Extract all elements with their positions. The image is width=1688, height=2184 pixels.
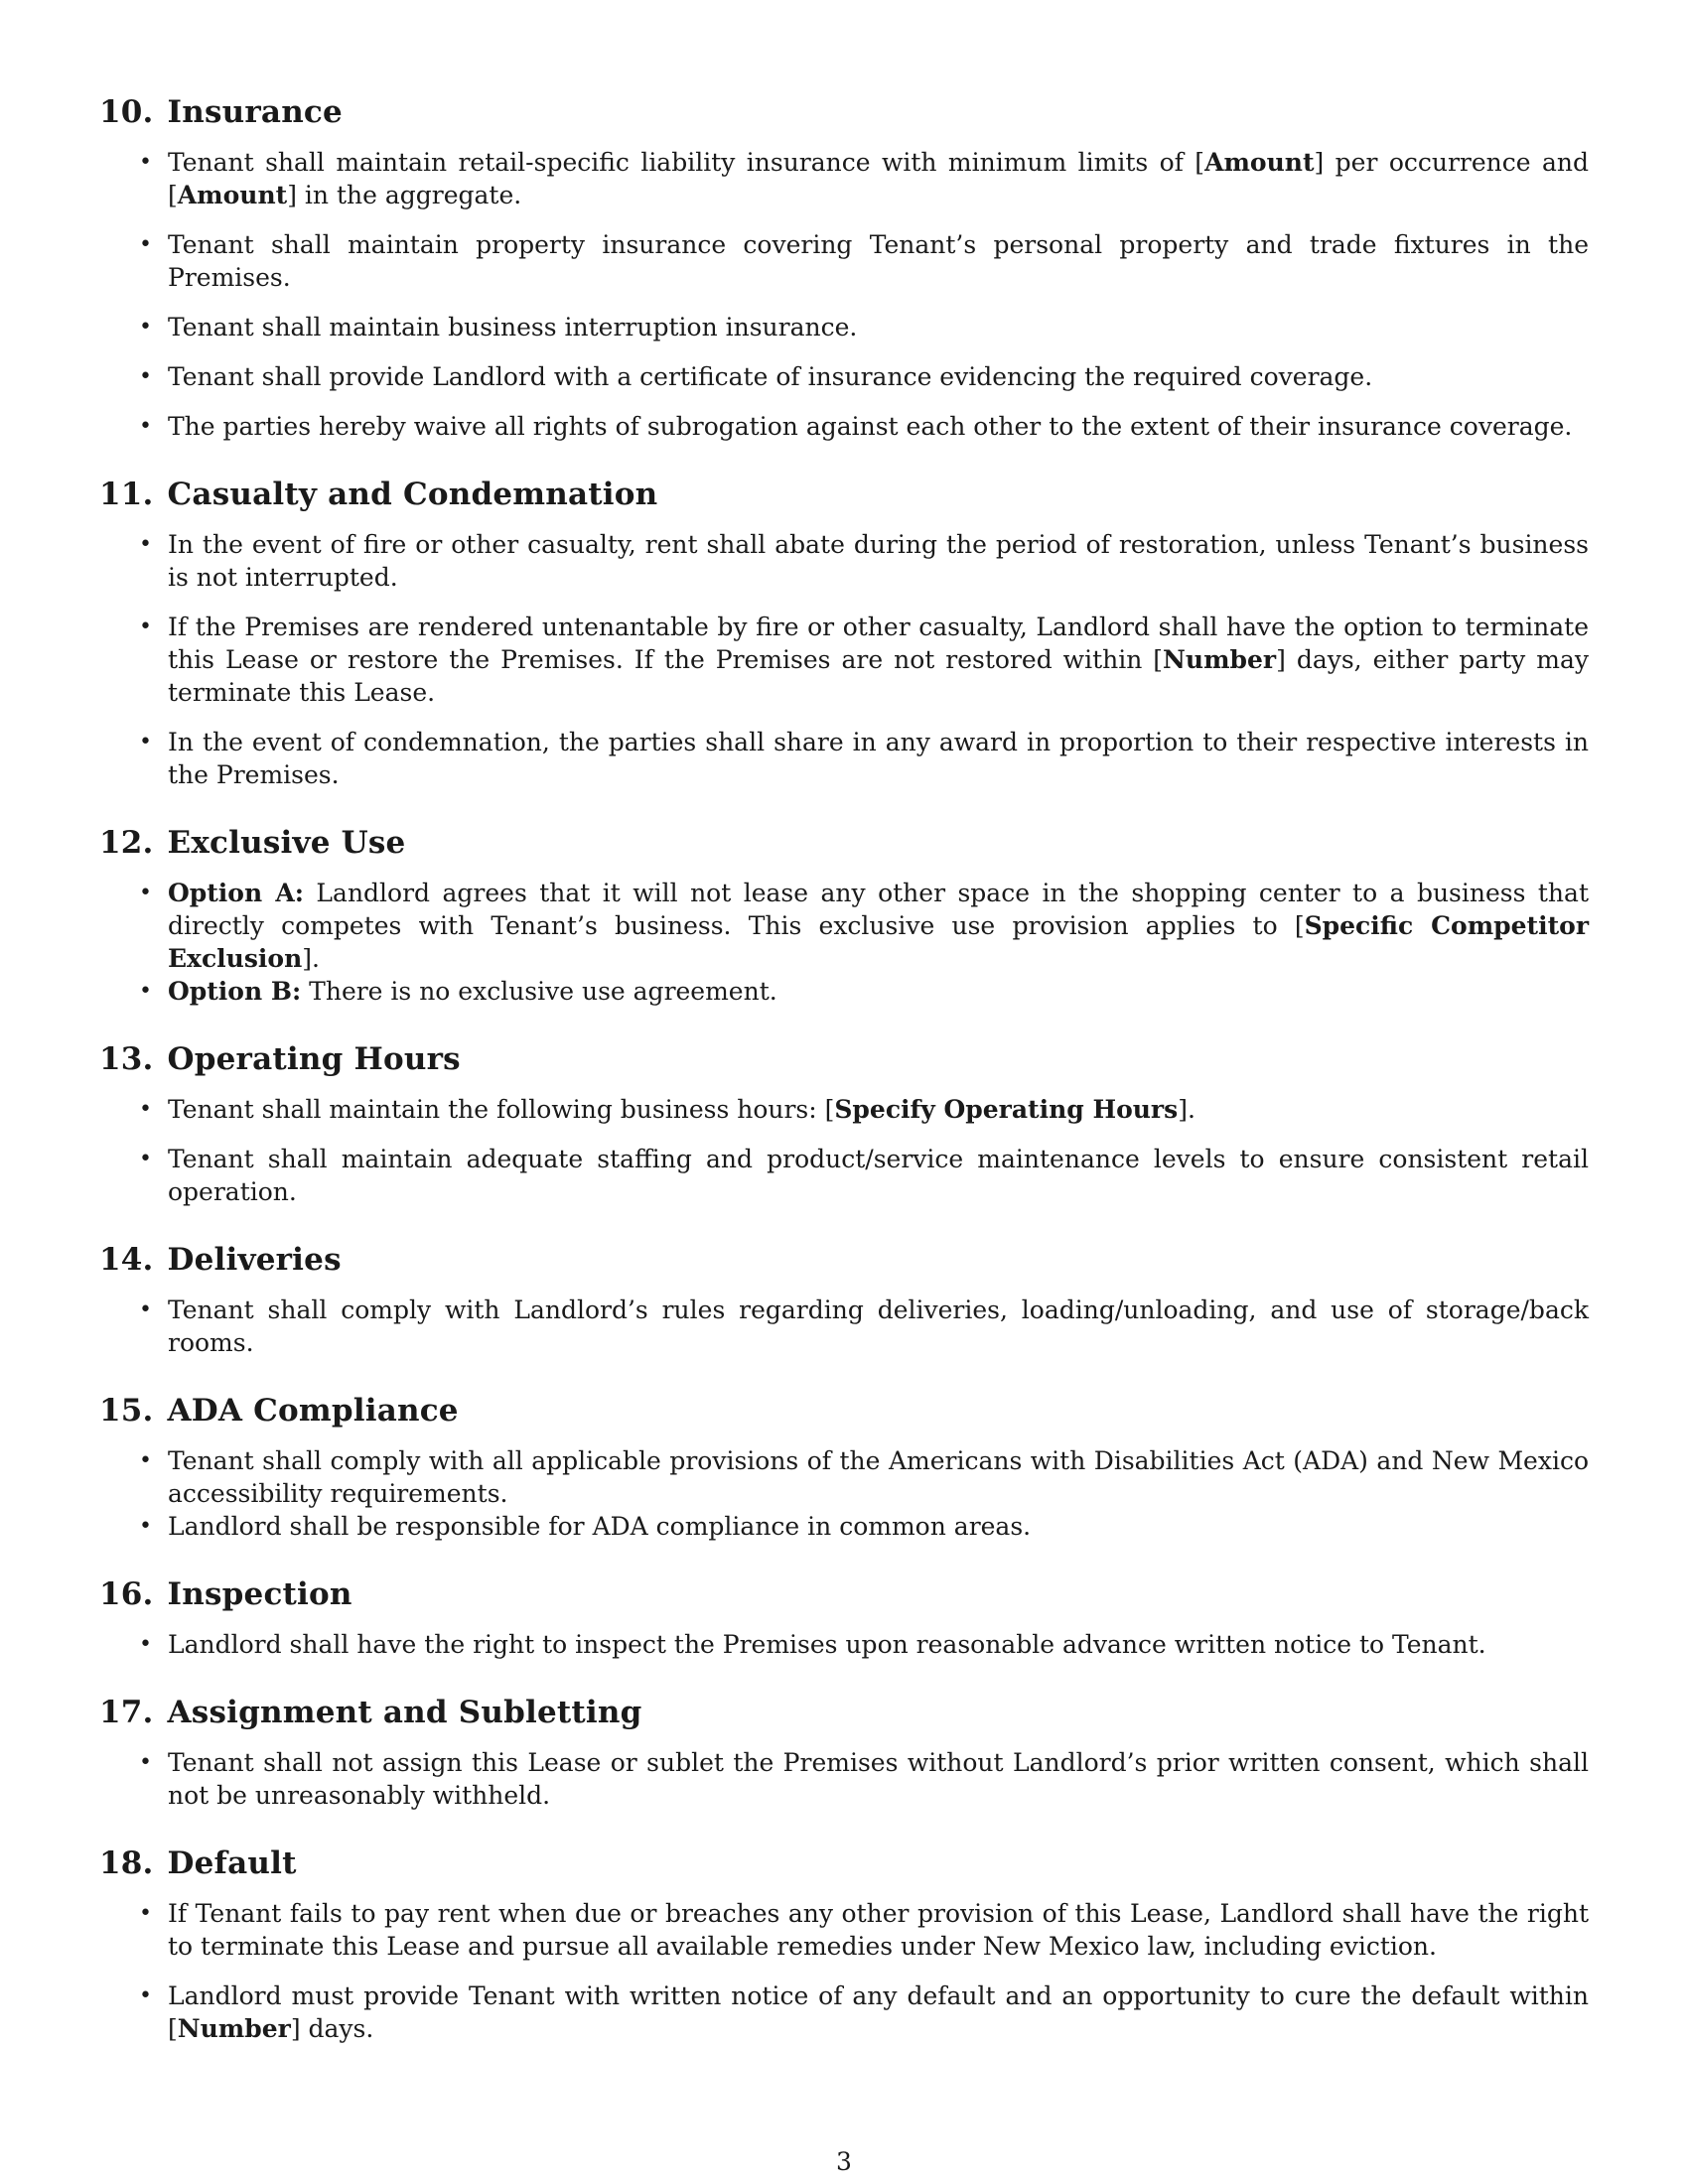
bullet-list — [99, 1093, 1589, 1208]
section-title: Insurance — [167, 94, 343, 130]
text: If the Premises are rendered untenantable by fire or other casualty, Landlord shall have the option to terminate this Lease or restore the Premises. If the Premises are not restored within [ — [168, 613, 1589, 674]
list-item — [99, 1628, 1589, 1661]
list-item — [99, 1979, 1589, 2045]
text: Tenant shall maintain retail-specific liability insurance with minimum limits of [ — [168, 148, 1205, 177]
section-number: 14. — [99, 1242, 154, 1278]
section-heading — [99, 1393, 1589, 1429]
bullet-list — [99, 1628, 1589, 1661]
text: ] in the aggregate. — [287, 181, 522, 209]
bold-text: Option A: — [168, 879, 304, 907]
list-item — [99, 1093, 1589, 1126]
text: ]. — [1178, 1095, 1196, 1124]
section-14 — [99, 1242, 1589, 1359]
bullet-list — [99, 877, 1589, 1008]
bullet-icon: • — [139, 730, 152, 754]
section-number: 10. — [99, 94, 154, 130]
bold-text: Amount — [177, 181, 288, 209]
text: Landlord must provide Tenant with written notice of any default and an opportunity to cure the default within [ — [168, 1981, 1589, 2043]
list-item — [99, 410, 1589, 443]
bullet-icon: • — [139, 1147, 152, 1171]
section-title: ADA Compliance — [167, 1393, 459, 1429]
text: Tenant shall maintain adequate staffing and product/service maintenance levels to ensure consistent retail operation. — [168, 1145, 1589, 1206]
text: ]. — [302, 944, 320, 973]
text: Landlord shall have the right to inspect the Premises upon reasonable advance written notice to Tenant. — [168, 1630, 1486, 1659]
section-title: Casualty and Condemnation — [167, 477, 658, 512]
section-16 — [99, 1576, 1589, 1661]
bullet-icon: • — [139, 232, 152, 257]
section-12 — [99, 825, 1589, 1008]
bullet-icon: • — [139, 614, 152, 639]
bold-text: Specify Operating Hours — [834, 1095, 1179, 1124]
section-heading — [99, 1695, 1589, 1730]
text: Landlord shall be responsible for ADA compliance in common areas. — [168, 1512, 1032, 1541]
list-item — [99, 311, 1589, 343]
section-18 — [99, 1845, 1589, 2045]
bullet-icon: • — [139, 1632, 152, 1657]
bullet-icon: • — [139, 979, 152, 1004]
text: Tenant shall comply with all applicable provisions of the Americans with Disabilities Act (ADA) and New Mexico accessibility requirements. — [168, 1446, 1589, 1508]
section-heading — [99, 1845, 1589, 1881]
bullet-icon: • — [139, 315, 152, 340]
section-number: 17. — [99, 1695, 154, 1730]
section-title: Inspection — [167, 1576, 352, 1612]
bold-text: Number — [1163, 645, 1277, 674]
text: Tenant shall maintain the following business hours: [ — [168, 1095, 835, 1124]
bullet-icon: • — [139, 1297, 152, 1322]
bullet-icon: • — [139, 532, 152, 557]
section-heading — [99, 1576, 1589, 1612]
text: In the event of fire or other casualty, rent shall abate during the period of restoration, unless Tenant’s business is not interrupted. — [168, 530, 1589, 592]
section-title: Assignment and Subletting — [167, 1695, 642, 1730]
list-item — [99, 1444, 1589, 1510]
section-number: 16. — [99, 1576, 154, 1612]
bullet-icon: • — [139, 1448, 152, 1473]
list-item — [99, 1897, 1589, 1963]
section-number: 11. — [99, 477, 154, 512]
bullet-list — [99, 1444, 1589, 1543]
bullet-icon: • — [139, 364, 152, 389]
section-title: Operating Hours — [167, 1041, 461, 1077]
bullet-list — [99, 1294, 1589, 1359]
text: ] per occurrence and [ — [168, 148, 1589, 209]
text: Tenant shall comply with Landlord’s rules regarding deliveries, loading/unloading, and use of storage/back rooms. — [168, 1296, 1589, 1357]
section-title: Exclusive Use — [167, 825, 406, 861]
section-title: Default — [167, 1845, 297, 1881]
bold-text: Option B: — [168, 977, 302, 1006]
text: ] days, either party may terminate this Lease. — [168, 645, 1589, 707]
bullet-list — [99, 1746, 1589, 1812]
section-title: Deliveries — [167, 1242, 342, 1278]
bold-text: Amount — [1204, 148, 1315, 177]
list-item — [99, 877, 1589, 975]
list-item — [99, 146, 1589, 211]
section-heading — [99, 94, 1589, 130]
list-item — [99, 975, 1589, 1008]
section-heading — [99, 1041, 1589, 1077]
bullet-icon: • — [139, 414, 152, 439]
section-number: 13. — [99, 1041, 154, 1077]
bold-text: Specific Competitor Exclusion — [168, 911, 1589, 973]
bullet-list — [99, 1897, 1589, 2045]
document-page — [99, 94, 1589, 2079]
section-10 — [99, 94, 1589, 443]
text: Tenant shall maintain property insurance covering Tenant’s personal property and trade fixtures in the Premises. — [168, 230, 1589, 292]
list-item — [99, 611, 1589, 709]
bullet-icon: • — [139, 1097, 152, 1122]
section-heading — [99, 825, 1589, 861]
text: Tenant shall maintain business interruption insurance. — [168, 313, 858, 341]
text: If Tenant fails to pay rent when due or breaches any other provision of this Lease, Landlord shall have the right to terminate this Lease and pursue all available remedies under New Mexico law, including eviction. — [168, 1899, 1589, 1961]
bullet-icon: • — [139, 150, 152, 175]
list-item — [99, 1510, 1589, 1543]
section-17 — [99, 1695, 1589, 1812]
bullet-icon: • — [139, 1514, 152, 1539]
text: In the event of condemnation, the parties shall share in any award in proportion to their respective interests in the Premises. — [168, 728, 1589, 789]
page-number: 3 — [836, 2147, 852, 2176]
section-15 — [99, 1393, 1589, 1543]
list-item — [99, 726, 1589, 791]
list-item — [99, 360, 1589, 393]
bullet-list — [99, 528, 1589, 791]
bold-text: Number — [177, 2014, 291, 2043]
list-item — [99, 1746, 1589, 1812]
section-heading — [99, 477, 1589, 512]
section-13 — [99, 1041, 1589, 1208]
text: Tenant shall not assign this Lease or sublet the Premises without Landlord’s prior written consent, which shall not be unreasonably withheld. — [168, 1748, 1589, 1810]
list-item — [99, 528, 1589, 594]
text: The parties hereby waive all rights of subrogation against each other to the extent of their insurance coverage. — [168, 412, 1573, 441]
section-number: 18. — [99, 1845, 154, 1881]
list-item — [99, 1294, 1589, 1359]
section-number: 12. — [99, 825, 154, 861]
bullet-icon: • — [139, 1901, 152, 1926]
list-item — [99, 1143, 1589, 1208]
text: There is no exclusive use agreement. — [301, 977, 777, 1006]
section-heading — [99, 1242, 1589, 1278]
bullet-icon: • — [139, 1750, 152, 1775]
text: ] days. — [290, 2014, 374, 2043]
bullet-icon: • — [139, 1983, 152, 2008]
bullet-icon: • — [139, 881, 152, 905]
bullet-list — [99, 146, 1589, 443]
section-11 — [99, 477, 1589, 791]
text: Landlord agrees that it will not lease any other space in the shopping center to a business that directly competes with Tenant’s business. This exclusive use provision applies to [ — [168, 879, 1589, 940]
section-number: 15. — [99, 1393, 154, 1429]
text: Tenant shall provide Landlord with a certificate of insurance evidencing the required coverage. — [168, 362, 1373, 391]
list-item — [99, 228, 1589, 294]
